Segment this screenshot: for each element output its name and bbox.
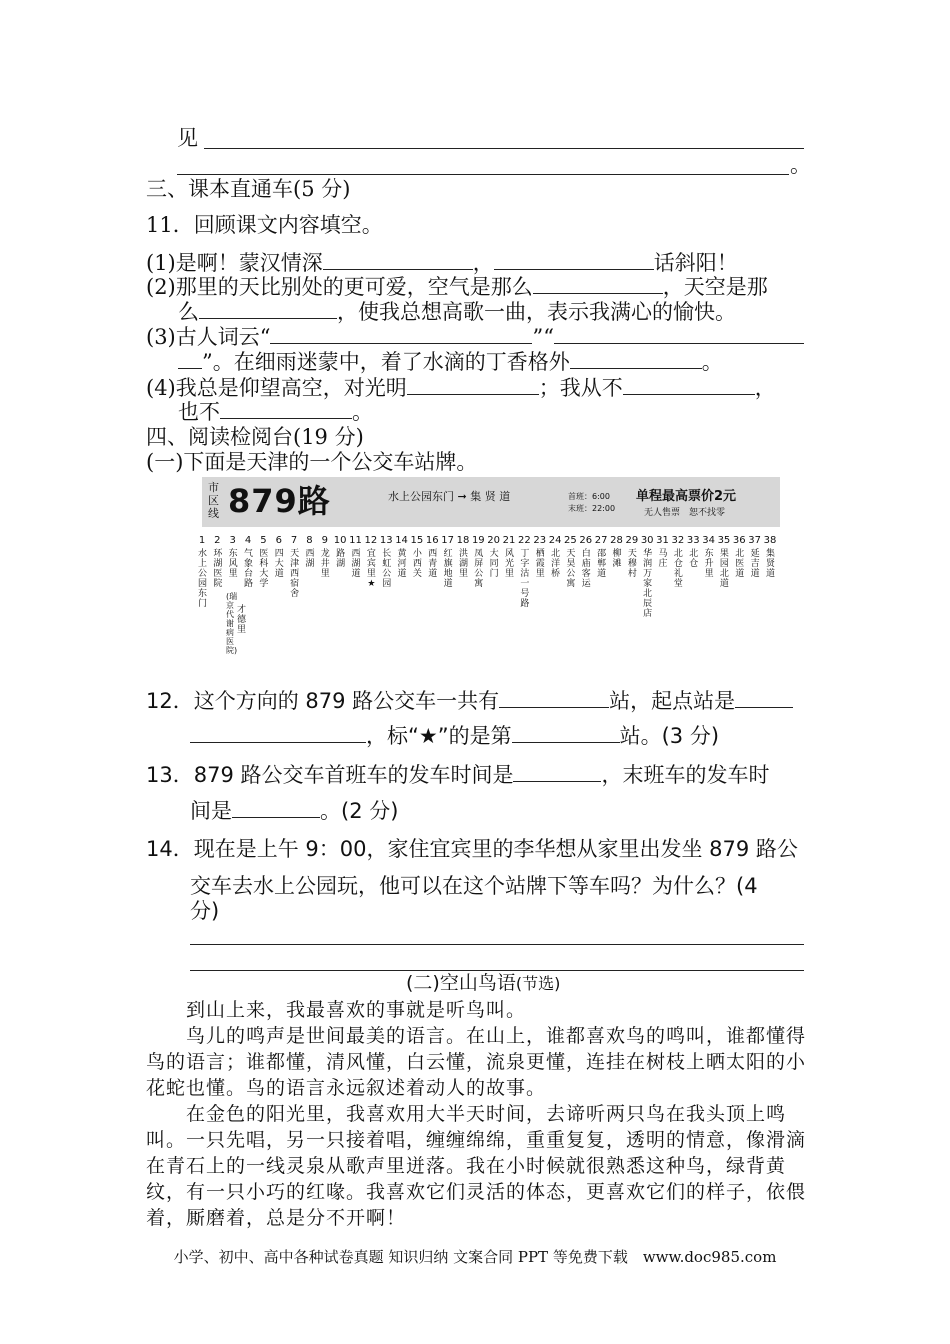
question-14c: 分) [190, 899, 220, 923]
q11-item-4 [146, 374, 776, 401]
blank[interactable] [735, 687, 793, 708]
fare-info: 单程最高票价2元 [636, 489, 737, 504]
text: (4)我总是仰望高空，对光明 [146, 376, 407, 400]
stop-number: 36 [732, 535, 746, 546]
stop-number: 26 [579, 535, 593, 546]
route-type-label: 市区线 [208, 481, 219, 520]
stop-name: 凤屏公寓 [474, 549, 484, 589]
question-13b [190, 797, 398, 824]
stop-name: 东风里 [228, 549, 238, 579]
stop-number: 13 [379, 535, 393, 546]
text: ”“ [532, 325, 554, 349]
stop-number: 14 [395, 535, 408, 546]
text: 。 [352, 400, 373, 424]
stop-name: 红旗地道 [443, 549, 453, 589]
blank[interactable] [190, 722, 366, 743]
text: ， [754, 376, 776, 400]
stop-number: 29 [625, 535, 639, 546]
blank[interactable] [323, 249, 473, 270]
stop-name: 路湖 [336, 549, 346, 569]
stop-name: 果园北道 [719, 549, 729, 589]
stop-number: 35 [717, 535, 731, 546]
stop-name: 小西关 [412, 549, 422, 579]
passage-title [406, 971, 560, 996]
blank[interactable] [407, 374, 539, 395]
stop-number: 3 [229, 535, 236, 546]
stop-name: 天津西宿舍 [290, 549, 300, 599]
passage-paragraph-2: 鸟儿的鸣声是世间最美的语言。在山上，谁都喜欢鸟的鸣叫，谁都懂得鸟的语言；谁都懂，清风懂，白云懂，流泉更懂，连挂在树枝上晒太阳的小花蛇也懂。鸟的语言永远叙述着动人的故事。 [146, 1025, 807, 1099]
stop-number: 31 [656, 535, 669, 546]
blank[interactable] [178, 348, 202, 369]
stop-name: 四大道 [274, 549, 284, 579]
question-12 [146, 687, 793, 714]
section3-heading: 三、课本直通车(5 分) [146, 177, 351, 201]
stop-number: 10 [333, 535, 347, 546]
stop-name: 白庙客运 [581, 549, 591, 589]
title-text: (二)空山鸟语 [406, 972, 516, 994]
text: 。 [701, 350, 723, 374]
stop-name: 西湖 [305, 549, 315, 569]
q11-item-3b [178, 348, 723, 375]
blank[interactable] [554, 323, 804, 344]
text: 站。(3 分) [619, 724, 720, 748]
text: ， [472, 251, 494, 275]
period: 。 [790, 153, 811, 177]
stop-number: 37 [748, 535, 761, 546]
stop-name: 东升里 [704, 549, 714, 579]
q11-item-2b [178, 298, 736, 325]
stop-name: 马庄 [658, 549, 668, 569]
stop-number: 17 [441, 535, 454, 546]
question-14b: 交车去水上公园玩，他可以在这个站牌下等车吗？为什么？(4 [190, 874, 758, 898]
title-note: (节选) [515, 974, 561, 993]
blank[interactable] [570, 348, 702, 369]
q11-item-2 [146, 273, 768, 300]
stop-number: 21 [502, 535, 516, 546]
text: ，末班车的发车时 [601, 763, 770, 787]
stop-name: 天穆村 [627, 549, 637, 579]
stop-number: 1 [198, 535, 206, 546]
part1-intro: (一)下面是天津的一个公交车站牌。 [146, 450, 478, 474]
text: 么 [178, 300, 199, 324]
passage-paragraph-1: 到山上来，我最喜欢的事就是听鸟叫。 [186, 999, 527, 1021]
question-13 [146, 761, 769, 788]
jian-char: 见 [177, 126, 198, 150]
blank[interactable] [232, 797, 320, 818]
answer-line [190, 944, 804, 945]
route-direction: 水上公园东门 ➞ 集 贤 道 [388, 490, 511, 503]
text: (3)古人词云“ [146, 325, 271, 349]
route-number: 879路 [228, 482, 331, 520]
stop-name: 邵郸道 [597, 549, 607, 579]
stop-name: 栖霞里 [535, 549, 545, 579]
text: 13．879 路公交车首班车的发车时间是 [146, 763, 514, 787]
stop-number: 33 [686, 535, 700, 546]
service-times [568, 491, 615, 515]
stop-name: 西湖道 [351, 549, 361, 579]
stop-number: 12 [364, 535, 378, 546]
q11-item-1 [146, 249, 738, 276]
blank[interactable] [533, 273, 663, 294]
stop-number: 18 [456, 535, 470, 546]
answer-line [177, 174, 789, 175]
stop-number: 8 [306, 535, 313, 546]
stop-name: 北洋桥 [551, 549, 561, 579]
stop-name: 长虹公园 [382, 549, 392, 589]
stop-number: 32 [671, 535, 685, 546]
stop-name: 大同门 [489, 549, 499, 579]
stop-number: 4 [244, 535, 252, 546]
stop-name: 北仓礼堂 [673, 549, 683, 589]
stop-number: 28 [610, 535, 623, 546]
stop-name: 北医道 [735, 549, 745, 579]
stop-number: 30 [640, 535, 654, 546]
stop-name: 宜宾里★ [366, 549, 376, 589]
stop-name: 北仓 [689, 549, 699, 569]
text: (2)那里的天比别处的更可爱，空气是那么 [146, 275, 533, 299]
blank[interactable] [494, 249, 654, 270]
stop-number: 7 [290, 535, 298, 546]
blank[interactable] [199, 298, 337, 319]
stop-number: 23 [533, 535, 547, 546]
blank[interactable] [512, 722, 620, 743]
stop-name: 洪湖里 [458, 549, 468, 579]
answer-line [204, 148, 804, 149]
text: 间是 [190, 799, 232, 823]
bus-stop-sign [202, 477, 780, 527]
stop-name: 天昊公寓 [566, 549, 576, 589]
last-bus-time: 末班：22:00 [568, 504, 616, 513]
stop-number: 20 [487, 535, 501, 546]
text: ，使我总想高歌一曲，表示我满心的愉快。 [337, 300, 736, 324]
stop-name: 华润万家北辰店 [643, 549, 653, 619]
blank[interactable] [220, 398, 352, 419]
stop-number: 9 [321, 535, 328, 546]
text: 也不 [178, 400, 220, 424]
stop-number: 2 [214, 535, 221, 546]
question-11: 11．回顾课文内容填空。 [146, 213, 383, 237]
q11-item-4b [178, 398, 373, 425]
stop-number: 24 [548, 535, 562, 546]
stop-name: 气象台路 [244, 549, 254, 589]
stop-name: 龙井里 [320, 549, 330, 579]
stop-name: 丁字沽一号路 [520, 549, 530, 609]
stop-name: 集贤道 [765, 549, 775, 579]
passage-paragraph-3: 在金色的阳光里，我喜欢用大半天时间，去谛听两只鸟在我头顶上鸣叫。一只先唱，另一只接着唱，缠缠绵绵，重重复复，透明的情意，像滑滴在青石上的一线灵泉从歌声里迸落。我在小时候就很熟悉这种鸟，绿背黄纹，有一只小巧的红喙。我喜欢它们灵活的体态，更喜欢它们的样子，依偎着，厮磨着，总是分不开啊！ [146, 1103, 807, 1229]
q11-item-3 [146, 323, 804, 350]
first-bus-time: 首班：6:00 [568, 492, 610, 501]
page-footer: 小学、初中、高中各种试卷真题 知识归纳 文案合同 PPT 等免费下载 www.doc985.com [173, 1248, 777, 1266]
stop-number: 5 [260, 535, 267, 546]
stop-number: 19 [471, 535, 485, 546]
stop-name: 黄河道 [397, 549, 407, 579]
stop-name: 风光里 [505, 549, 515, 579]
blank[interactable] [513, 761, 601, 782]
stop-number: 27 [594, 535, 608, 546]
stop-number: 25 [564, 535, 577, 546]
stop-number: 34 [702, 535, 715, 546]
text: ，标“★”的是第 [366, 724, 512, 748]
text: 话斜阳！ [653, 251, 738, 275]
stop5-note: 才德里 [237, 605, 247, 635]
text: 12．这个方向的 879 路公交车一共有 [146, 689, 500, 713]
stop3-note: (瑞京代谢病医院) [226, 592, 238, 655]
stop-number: 6 [275, 535, 282, 546]
blank[interactable] [270, 323, 532, 344]
stop-name: 环湖医院 [213, 549, 223, 589]
stop-number: 22 [518, 535, 531, 546]
text: ；我从不 [538, 376, 623, 400]
text: 站，起点站是 [609, 689, 736, 713]
stop-number: 16 [425, 535, 439, 546]
stop-name: 延吉道 [750, 549, 760, 579]
fare-note: 无人售票 恕不找零 [644, 508, 726, 518]
stop-number: 15 [410, 535, 424, 546]
stop-name: 西青道 [428, 549, 438, 579]
text: ”。在细雨迷蒙中，着了水滴的丁香格外 [202, 350, 570, 374]
stop-name: 水上公园东门 [197, 549, 207, 609]
blank[interactable] [623, 374, 755, 395]
text: ，天空是那 [662, 275, 768, 299]
question-14: 14．现在是上午 9：00，家住宜宾里的李华想从家里出发坐 879 路公 [146, 837, 798, 861]
stop-name: 医科大学 [259, 549, 269, 589]
text: 。(2 分) [320, 799, 399, 823]
stop-number: 11 [349, 535, 362, 546]
text: (1)是啊！蒙汉情深 [146, 251, 323, 275]
question-12b [190, 722, 719, 749]
stop-number: 38 [763, 535, 777, 546]
stop-name: 柳滩 [612, 549, 622, 569]
section4-heading: 四、阅读检阅台(19 分) [146, 425, 364, 449]
blank[interactable] [499, 687, 609, 708]
